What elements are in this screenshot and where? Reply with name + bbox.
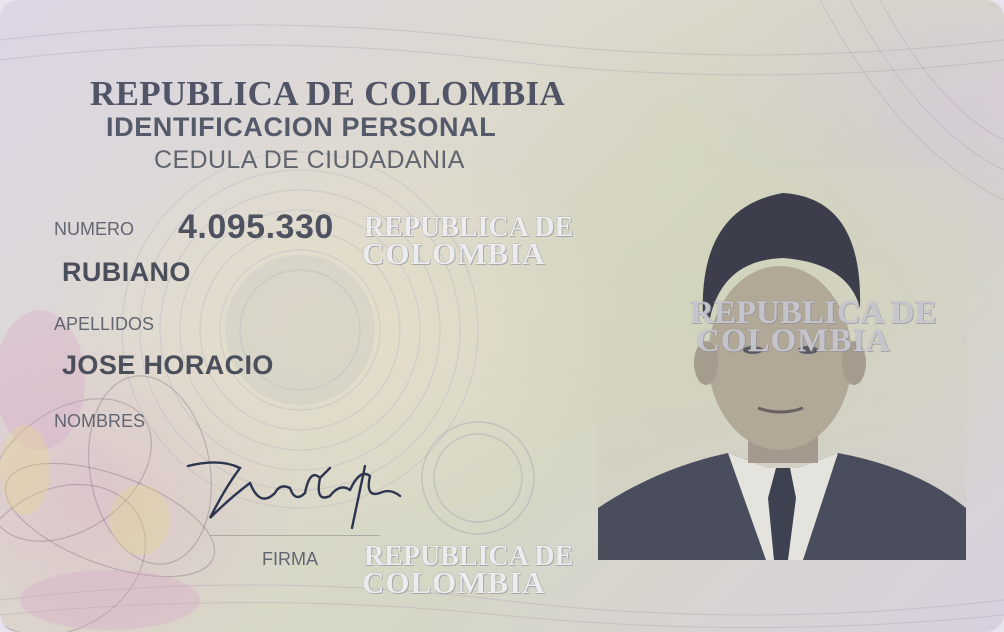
firma-label: FIRMA: [262, 549, 318, 569]
apellidos-label: APELLIDOS: [54, 314, 155, 334]
numero-label: NUMERO: [54, 219, 134, 239]
document-type: CEDULA DE CIUDADANIA: [154, 146, 465, 174]
nombres-label: NOMBRES: [54, 411, 146, 431]
holder-photo: [598, 168, 966, 560]
id-number: 4.095.330: [178, 208, 334, 246]
holder-signature: [180, 448, 410, 538]
watermark-republica-bottom: REPUBLICA DE: [364, 541, 574, 572]
card-title: REPUBLICA DE COLOMBIA: [90, 74, 565, 113]
surname-value: RUBIANO: [62, 257, 191, 287]
watermark-colombia-photo: COLOMBIA: [696, 323, 892, 359]
card-subtitle: IDENTIFICACION PERSONAL: [106, 112, 497, 142]
given-names-value: JOSE HORACIO: [62, 350, 274, 380]
watermark-colombia-top: COLOMBIA: [362, 236, 546, 271]
watermark-republica-top: REPUBLICA DE: [364, 212, 574, 243]
signature-line: [210, 535, 380, 536]
watermark-republica-photo: REPUBLICA DE: [690, 295, 937, 331]
watermark-colombia-bottom: COLOMBIA: [362, 565, 546, 600]
